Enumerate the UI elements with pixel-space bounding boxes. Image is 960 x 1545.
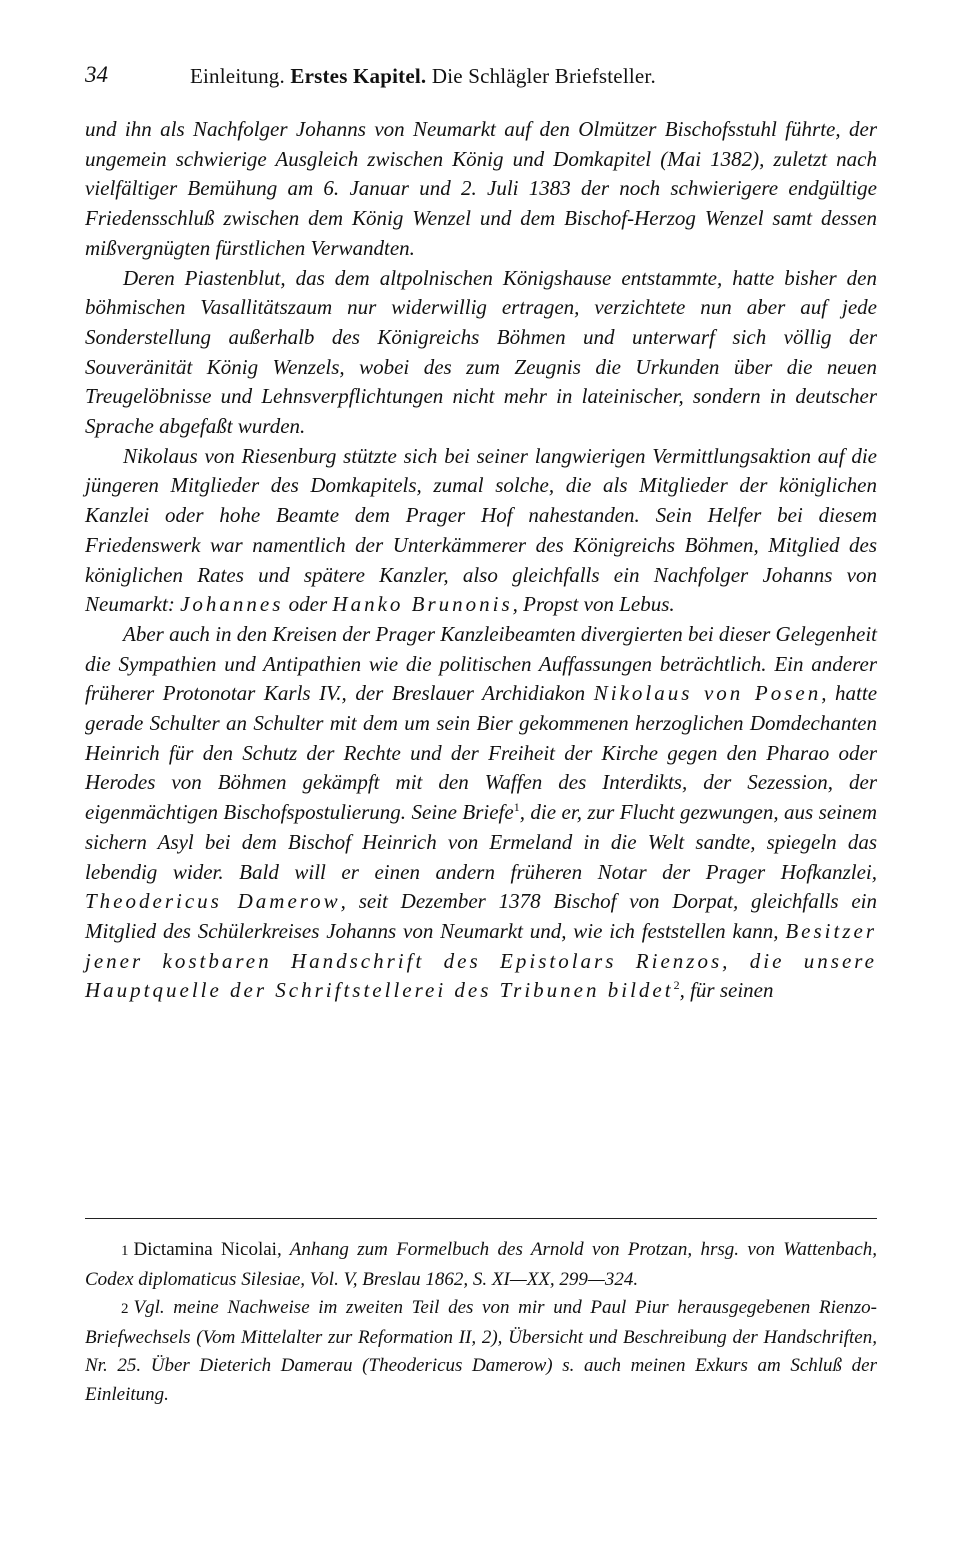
footnote-2-text: Vgl. meine Nachweise im zweiten Teil des von mir und Paul Piur herausgegebenen Rienzo-Briefwechsels (Vom Mittelalter zur Reformation II, 2), Übersicht und Beschreibung der Handschriften, Nr. 25. Über Dieterich Damerau (Theodericus Damerow) s. auch meinen Exkurs am Schluß der Einleitung. xyxy=(85,1297,877,1405)
paragraph-3 xyxy=(85,442,877,620)
paragraph-4-part-d: , seit Dezember 1378 Bischof von Dorpat, gleichfalls ein Mitglied des Schülerkreises Johanns von Neumarkt und, wie ich feststellen kann, xyxy=(85,889,877,943)
paragraph-1: und ihn als Nachfolger Johanns von Neumarkt auf den Olmützer Bischofsstuhl führte, der ungemein schwierige Ausgleich zwischen König und Domkapitel (Mai 1382), zuletzt nach vielfältiger Bemühung am 6. Januar und 2. Juli 1383 der noch schwierigere endgültige Friedensschluß zwischen dem König Wenzel und dem Bischof-Herzog Wenzel samt dessen mißvergnügten fürstlichen Verwandten. xyxy=(85,117,877,260)
footnote-1 xyxy=(85,1236,877,1294)
footnote-ref-2[interactable]: 2 xyxy=(673,978,680,993)
page-number: 34 xyxy=(85,62,108,87)
footnote-1-text: Anhang zum Formelbuch des Arnold von Protzan, hrsg. von Wattenbach, Codex diplomaticus Silesiae, Vol. V, Breslau 1862, S. XI—XX, 299—324. xyxy=(85,1239,877,1290)
person-name-nikolaus-von-posen: Nikolaus von Posen xyxy=(593,681,822,706)
spaced-emphasis: Besitzer jener kostbaren Handschrift des Epistolars Rienzos, die unsere Hauptquelle der Schriftstellerei des Tribunen bildet xyxy=(85,918,877,1003)
person-name-theodericus-damerow: Theodericus Damerow xyxy=(85,889,341,914)
body-text xyxy=(85,115,877,1006)
footnotes xyxy=(85,1236,877,1409)
person-name-hanko-brunonis: Hanko Brunonis xyxy=(332,592,513,617)
running-head-prefix: Einleitung. xyxy=(190,64,285,88)
paragraph-3-part-a: Nikolaus von Riesenburg stützte sich bei seiner langwierigen Vermittlungsaktion auf die jüngeren Mitglieder des Domkapitels, zumal solche, die als Mitglieder der königlichen Kanzlei oder hohe Beamte dem Prager Hof nahestanden. Sein Helfer bei diesem Friedenswerk war namentlich der Unterkämmerer des Königreichs Böhmen, Mitglied des königlichen Rates und spätere Kanzler, also gleichfalls ein Nachfolger Johanns von Neumarkt: xyxy=(85,443,877,617)
paragraph-3-part-c: , Propst von Lebus. xyxy=(512,592,675,617)
paragraph-4-part-a: Aber auch in den Kreisen der Prager Kanzleibeamten divergierten bei dieser Gelegenheit die Sympathien und Antipathien wie die politischen Auffassungen beträchtlich. Ein anderer früherer Protonotar Karls IV., der Breslauer Archidiakon xyxy=(85,621,877,706)
paragraph-4 xyxy=(85,620,877,1006)
footnote-1-title: Dictamina Nicolai, xyxy=(133,1239,282,1260)
footnote-2 xyxy=(85,1294,877,1409)
page-header xyxy=(85,60,875,100)
paragraph-4-part-b: , hatte gerade Schulter an Schulter mit dem um sein Bier gekommenen herzoglichen Domdechanten Heinrich für den Schutz der Rechte und der Freiheit der Kirche gegen den Pharao oder Herodes von Böhmen gekämpft mit den Waffen des Interdikts, der Sezession, der eigenmächtigen Bischofspostulierung. Seine Briefe xyxy=(85,681,878,825)
running-head-chapter: Erstes Kapitel. xyxy=(290,64,427,88)
footnote-divider xyxy=(85,1218,877,1219)
person-name-johannes: Johannes xyxy=(180,592,284,617)
paragraph-4-part-e: , für seinen xyxy=(679,978,774,1003)
paragraph-3-part-b: oder xyxy=(288,592,328,617)
running-head-title: Die Schlägler Briefsteller. xyxy=(431,64,656,88)
footnote-ref-1[interactable]: 1 xyxy=(513,800,520,815)
paragraph-4-part-c: , die er, zur Flucht gezwungen, aus seinem sichern Asyl bei dem Bischof Heinrich von Ermeland in die Welt sandte, spiegeln das lebendig wider. Bald will er einen andern früheren Notar der Prager Hofkanzlei, xyxy=(85,800,877,884)
footnote-2-number: 2 xyxy=(121,1301,129,1317)
running-head xyxy=(190,64,656,89)
footnote-1-number: 1 xyxy=(121,1243,129,1259)
paragraph-2: Deren Piastenblut, das dem altpolnischen Königshause entstammte, hatte bisher den böhmischen Vasallitätszaum nur widerwillig ertragen, verzichtete nun aber auf jede Sonderstellung außerhalb des Königreichs Böhmen und unterwarf sich völlig der Souveränität König Wenzels, wobei des zum Zeugnis die Urkunden über die neuen Treugelöbnisse und Lehnsverpflichtungen nicht mehr in lateinischer, sondern in deutscher Sprache abgefaßt wurden. xyxy=(85,265,877,439)
